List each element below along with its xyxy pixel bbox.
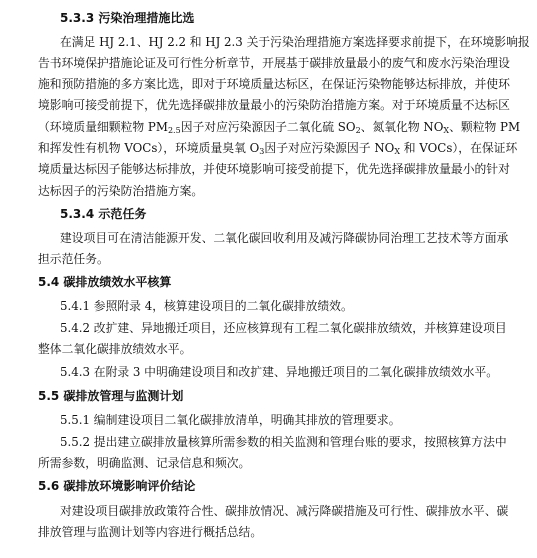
- text-fragment: 、氮氧化物 NO: [360, 120, 444, 134]
- text-line: 5.5.2 提出建立碳排放量核算所需参数的相关监测和管理台账的要求，按照核算方法中: [60, 435, 507, 449]
- subscript: 3: [259, 147, 265, 156]
- section-heading-5-3-3: 5.3.3 污染治理措施比选: [60, 11, 195, 25]
- text-line: 对建设项目碳排放政策符合性、碳排放情况、减污降碳措施及可行性、碳排放水平、碳: [60, 504, 509, 518]
- text-line: 整体二氧化碳排放绩效水平。: [38, 342, 192, 356]
- text-line: 5.4.3 在附录 3 中明确建设项目和改扩建、异地搬迁项目的二氧化碳排放绩效水平。: [60, 365, 499, 379]
- section-heading-5-5: 5.5 碳排放管理与监测计划: [38, 389, 184, 403]
- subscript: 2: [355, 126, 361, 135]
- text-line: 担示范任务。: [38, 252, 109, 266]
- subscript: X: [443, 126, 450, 135]
- text-line: 达标因子的污染防治措施方案。: [38, 184, 204, 198]
- text-line: 5.5.1 编制建设项目二氧化碳排放清单，明确其排放的管理要求。: [60, 413, 401, 427]
- text-line: 5.4.1 参照附录 4，核算建设项目的二氧化碳排放绩效。: [60, 299, 353, 313]
- text-fragment: （环境质量细颗粒物 PM: [38, 120, 168, 134]
- text-line: 5.4.2 改扩建、异地搬迁项目，还应核算现有工程二氧化碳排放绩效，并核算建设项目: [60, 321, 507, 335]
- section-heading-5-3-4: 5.3.4 示范任务: [60, 207, 147, 221]
- text-line: 排放管理与监测计划等内容进行概括总结。: [38, 525, 263, 539]
- text-fragment: 和挥发性有机物 VOCs），环境质量臭氧 O: [38, 141, 260, 155]
- text-line: 境质量达标因子能够达标排放，并使环境影响可接受前提下，优先选择碳排放量最小的针对: [38, 162, 510, 176]
- section-heading-5-6: 5.6 碳排放环境影响评价结论: [38, 479, 196, 493]
- section-heading-5-4: 5.4 碳排放绩效水平核算: [38, 275, 172, 289]
- text-fragment: 因子对应污染源因子二氧化硫 SO: [180, 120, 356, 134]
- text-line: 境影响可接受前提下，优先选择碳排放量最小的污染防治措施方案。对于环境质量不达标区: [38, 98, 510, 112]
- text-line: 建设项目可在清洁能源开发、二氧化碳回收利用及减污降碳协同治理工艺技术等方面承: [60, 231, 509, 245]
- text-fragment: 、颗粒物 PM: [449, 120, 521, 134]
- text-line: 所需参数，明确监测、记录信息和频次。: [38, 456, 251, 470]
- text-line: 施和预防措施的多方案比选，即对于环境质量达标区，在保证污染物能够达标排放，并使环: [38, 77, 510, 91]
- subscript: 2.5: [167, 126, 181, 135]
- text-line-with-subscripts: [38, 119, 520, 139]
- text-line: 告书环境保护措施论证及可行性分析章节，开展基于碳排放量最小的废气和废水污染治理设: [38, 56, 510, 70]
- text-line-with-subscripts: [38, 140, 517, 160]
- subscript: X: [394, 147, 401, 156]
- text-line: 在满足 HJ 2.1、HJ 2.2 和 HJ 2.3 关于污染治理措施方案选择要求前提下，在环境影响报: [60, 35, 530, 49]
- text-fragment: 因子对应污染源因子 NO: [264, 141, 395, 155]
- text-fragment: 和 VOCs），在保证环: [400, 141, 518, 155]
